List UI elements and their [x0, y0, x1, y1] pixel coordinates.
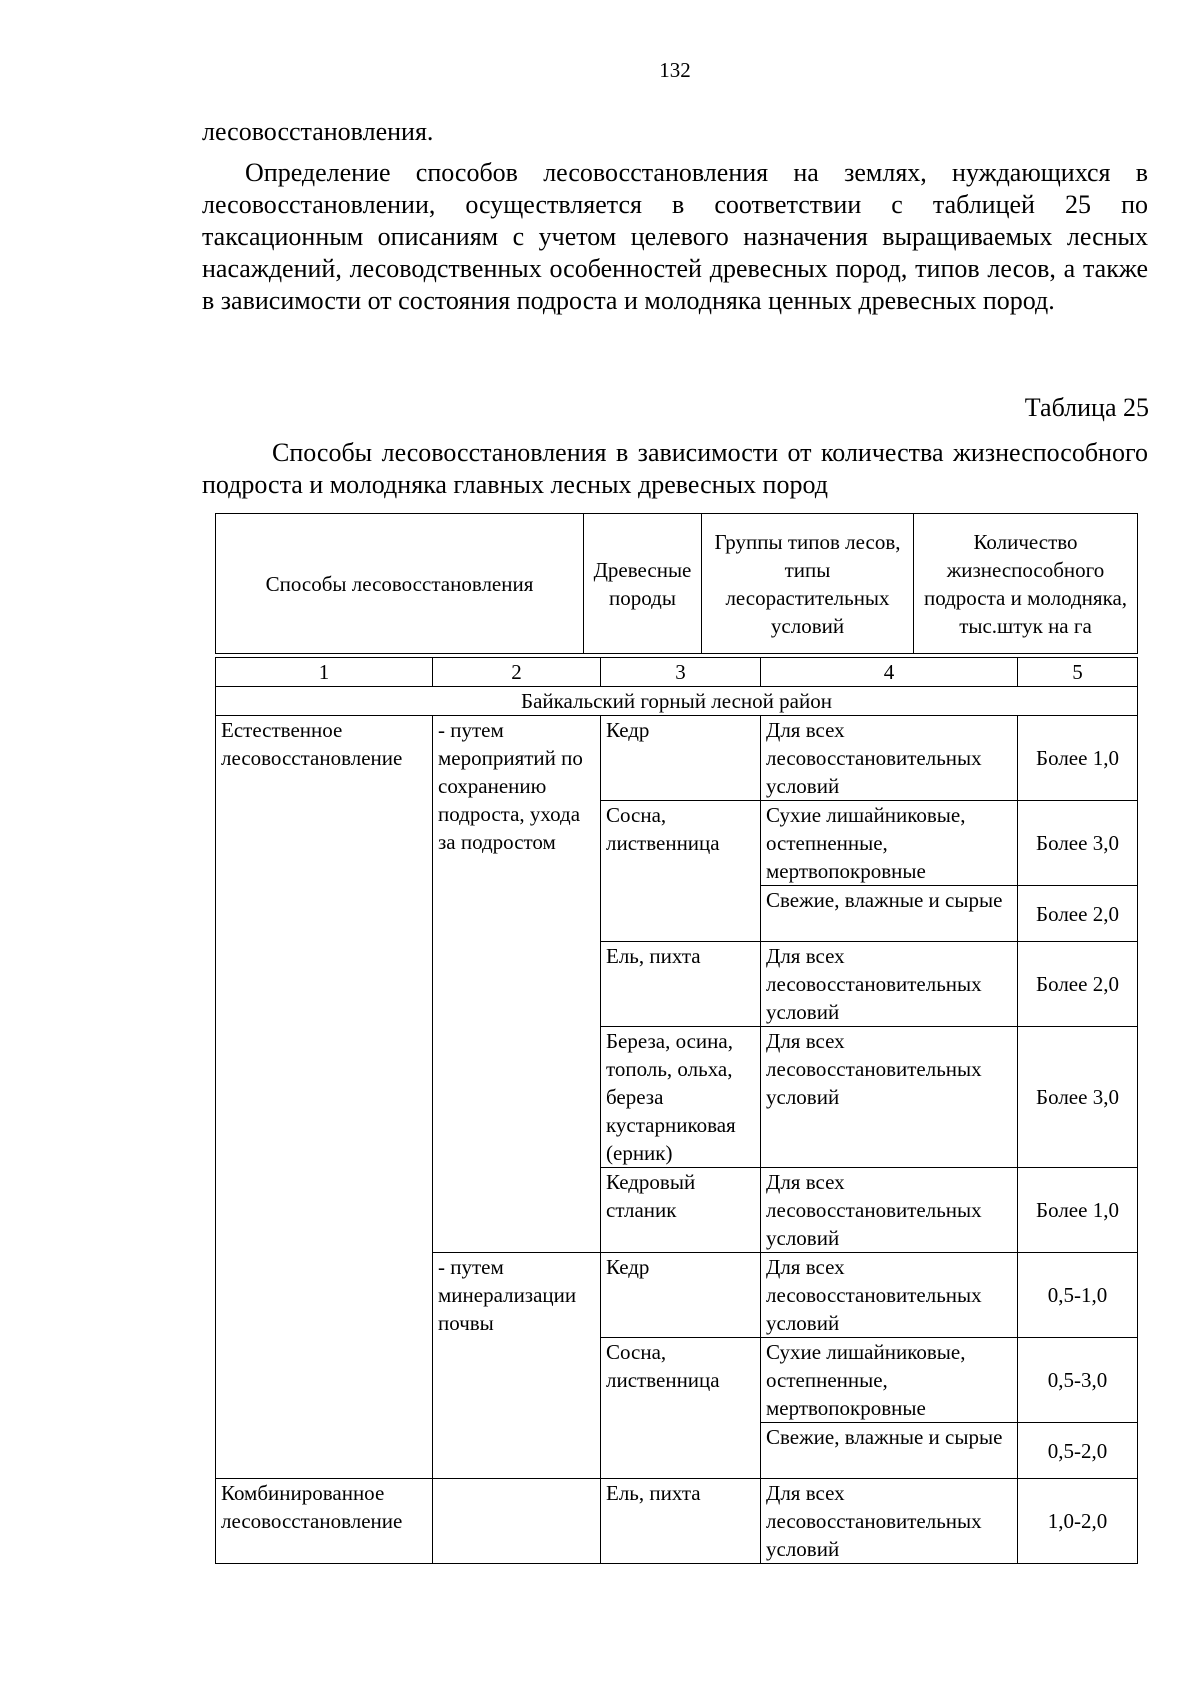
- condition-cell: Свежие, влажные и сырые: [761, 886, 1018, 942]
- condition-cell: Для всех лесовосстановительных условий: [761, 1479, 1018, 1564]
- quantity-cell: Более 3,0: [1018, 1027, 1138, 1168]
- condition-cell: Для всех лесовосстановительных условий: [761, 1168, 1018, 1253]
- submethod-empty: [433, 1479, 601, 1564]
- quantity-cell: Более 1,0: [1018, 1168, 1138, 1253]
- condition-cell: Сухие лишайниковые, остепненные, мертвопокровные: [761, 801, 1018, 886]
- species-cell: Ель, пихта: [601, 1479, 761, 1564]
- quantity-cell: Более 3,0: [1018, 801, 1138, 886]
- column-number: 4: [761, 658, 1018, 687]
- column-number: 3: [601, 658, 761, 687]
- region-row: [216, 687, 1138, 716]
- condition-cell: Для всех лесовосстановительных условий: [761, 942, 1018, 1027]
- table-label: Таблица 25: [1024, 393, 1149, 422]
- condition-cell: Для всех лесовосстановительных условий: [761, 1253, 1018, 1338]
- quantity-cell: Более 1,0: [1018, 716, 1138, 801]
- table-caption: Способы лесовосстановления в зависимости от количества жизнеспособного подроста и молодняка главных лесных древесных пород: [202, 438, 1148, 499]
- species-cell: Кедр: [601, 716, 761, 801]
- submethod-preservation: - путем мероприятий по сохранению подроста, ухода за подростом: [433, 716, 601, 1253]
- species-cell: Береза, осина, тополь, ольха, береза кустарниковая (ерник): [601, 1027, 761, 1168]
- species-cell: Кедр: [601, 1253, 761, 1338]
- quantity-cell: 1,0-2,0: [1018, 1479, 1138, 1564]
- intro-continuation: лесовосстановления.: [202, 117, 434, 146]
- header-groups: Группы типов лесов, типы лесорастительных условий: [702, 514, 914, 654]
- quantity-cell: Более 2,0: [1018, 942, 1138, 1027]
- condition-cell: Для всех лесовосстановительных условий: [761, 716, 1018, 801]
- quantity-cell: 0,5-2,0: [1018, 1423, 1138, 1479]
- column-number: 2: [433, 658, 601, 687]
- region-title: Байкальский горный лесной район: [216, 687, 1138, 716]
- quantity-cell: 0,5-3,0: [1018, 1338, 1138, 1423]
- method-natural: Естественное лесовосстановление: [216, 716, 433, 1479]
- quantity-cell: 0,5-1,0: [1018, 1253, 1138, 1338]
- column-number: 5: [1018, 658, 1138, 687]
- header-methods: Способы лесовосстановления: [216, 514, 584, 654]
- table-row: [216, 1479, 1138, 1564]
- quantity-cell: Более 2,0: [1018, 886, 1138, 942]
- condition-cell: Сухие лишайниковые, остепненные, мертвопокровные: [761, 1338, 1018, 1423]
- column-numbers-row: [216, 658, 1138, 687]
- species-cell: Ель, пихта: [601, 942, 761, 1027]
- table-row: [216, 716, 1138, 801]
- header-quantity: Количество жизнеспособного подроста и молодняка, тыс.штук на га: [914, 514, 1138, 654]
- submethod-mineralization: - путем минерализации почвы: [433, 1253, 601, 1479]
- method-combined: Комбинированное лесовосстановление: [216, 1479, 433, 1564]
- page-number: 132: [659, 58, 691, 82]
- species-cell: Сосна, лиственница: [601, 1338, 761, 1479]
- column-number: 1: [216, 658, 433, 687]
- header-species: Древесные породы: [584, 514, 702, 654]
- species-cell: Сосна, лиственница: [601, 801, 761, 942]
- data-table: [215, 657, 1138, 1564]
- species-cell: Кедровый стланик: [601, 1168, 761, 1253]
- table-header: [215, 513, 1138, 654]
- intro-paragraph: Определение способов лесовосстановления на землях, нуждающихся в лесовосстановлении, осуществляется в соответствии с таблицей 25 по таксационным описаниям с учетом целевого назначения выращиваемых лесных насаждений, лесоводственных особенностей древесных пород, типов лесов, а также в зависимости от состояния подроста и молодняка ценных древесных пород.: [202, 158, 1148, 315]
- condition-cell: Для всех лесовосстановительных условий: [761, 1027, 1018, 1168]
- condition-cell: Свежие, влажные и сырые: [761, 1423, 1018, 1479]
